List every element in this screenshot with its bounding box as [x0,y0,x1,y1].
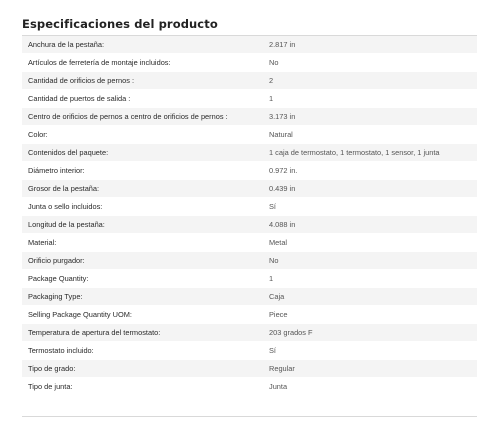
spec-label: Orificio purgador: [28,256,85,265]
spec-value: Regular [269,364,295,373]
spec-value: No [269,58,279,67]
spec-value: 203 grados F [269,328,313,337]
spec-label: Color: [28,130,48,139]
spec-label: Cantidad de orificios de pernos : [28,76,134,85]
spec-row [22,180,477,198]
spec-label: Artículos de ferretería de montaje incluidos: [28,58,171,67]
spec-label: Junta o sello incluidos: [28,202,103,211]
specifications-table [22,35,477,396]
spec-label: Centro de orificios de pernos a centro de orificios de pernos : [28,112,228,121]
spec-label: Material: [28,238,57,247]
spec-row [22,324,477,342]
spec-value: 0.972 in. [269,166,298,175]
spec-label: Anchura de la pestaña: [28,40,105,49]
spec-value: 1 [269,274,274,283]
spec-value: 4.088 in [269,220,296,229]
spec-row [22,234,477,252]
spec-value: Sí [269,346,276,355]
spec-label: Diámetro interior: [28,166,85,175]
spec-value: Caja [269,292,285,301]
spec-label: Termostato incluido: [28,346,94,355]
spec-row [22,126,477,144]
spec-row [22,270,477,288]
spec-row [22,288,477,306]
spec-value: 1 caja de termostato, 1 termostato, 1 sensor, 1 junta [269,148,440,157]
spec-value: Piece [269,310,288,319]
spec-value: Metal [269,238,288,247]
spec-row [22,162,477,180]
spec-row [22,198,477,216]
section-title: Especificaciones del producto [22,17,218,31]
spec-label: Packaging Type: [28,292,83,301]
spec-value: 1 [269,94,274,103]
spec-row [22,252,477,270]
spec-value: No [269,256,279,265]
spec-value: Natural [269,130,293,139]
spec-label: Tipo de grado: [28,364,76,373]
spec-label: Package Quantity: [28,274,89,283]
spec-row [22,36,477,54]
spec-value: 2 [269,76,274,85]
spec-row [22,54,477,72]
spec-value: Sí [269,202,276,211]
section-divider [22,416,477,417]
spec-row [22,108,477,126]
spec-value: Junta [269,382,288,391]
spec-row [22,378,477,396]
spec-row [22,360,477,378]
spec-label: Selling Package Quantity UOM: [28,310,132,319]
spec-value: 3.173 in [269,112,296,121]
spec-row [22,72,477,90]
spec-label: Temperatura de apertura del termostato: [28,328,161,337]
spec-label: Grosor de la pestaña: [28,184,100,193]
spec-row [22,216,477,234]
spec-label: Contenidos del paquete: [28,148,109,157]
spec-label: Cantidad de puertos de salida : [28,94,131,103]
product-specifications-panel [22,0,477,417]
spec-row [22,90,477,108]
spec-row [22,306,477,324]
spec-value: 2.817 in [269,40,296,49]
spec-value: 0.439 in [269,184,296,193]
spec-label: Tipo de junta: [28,382,73,391]
spec-label: Longitud de la pestaña: [28,220,105,229]
spec-row [22,342,477,360]
spec-row [22,144,477,162]
